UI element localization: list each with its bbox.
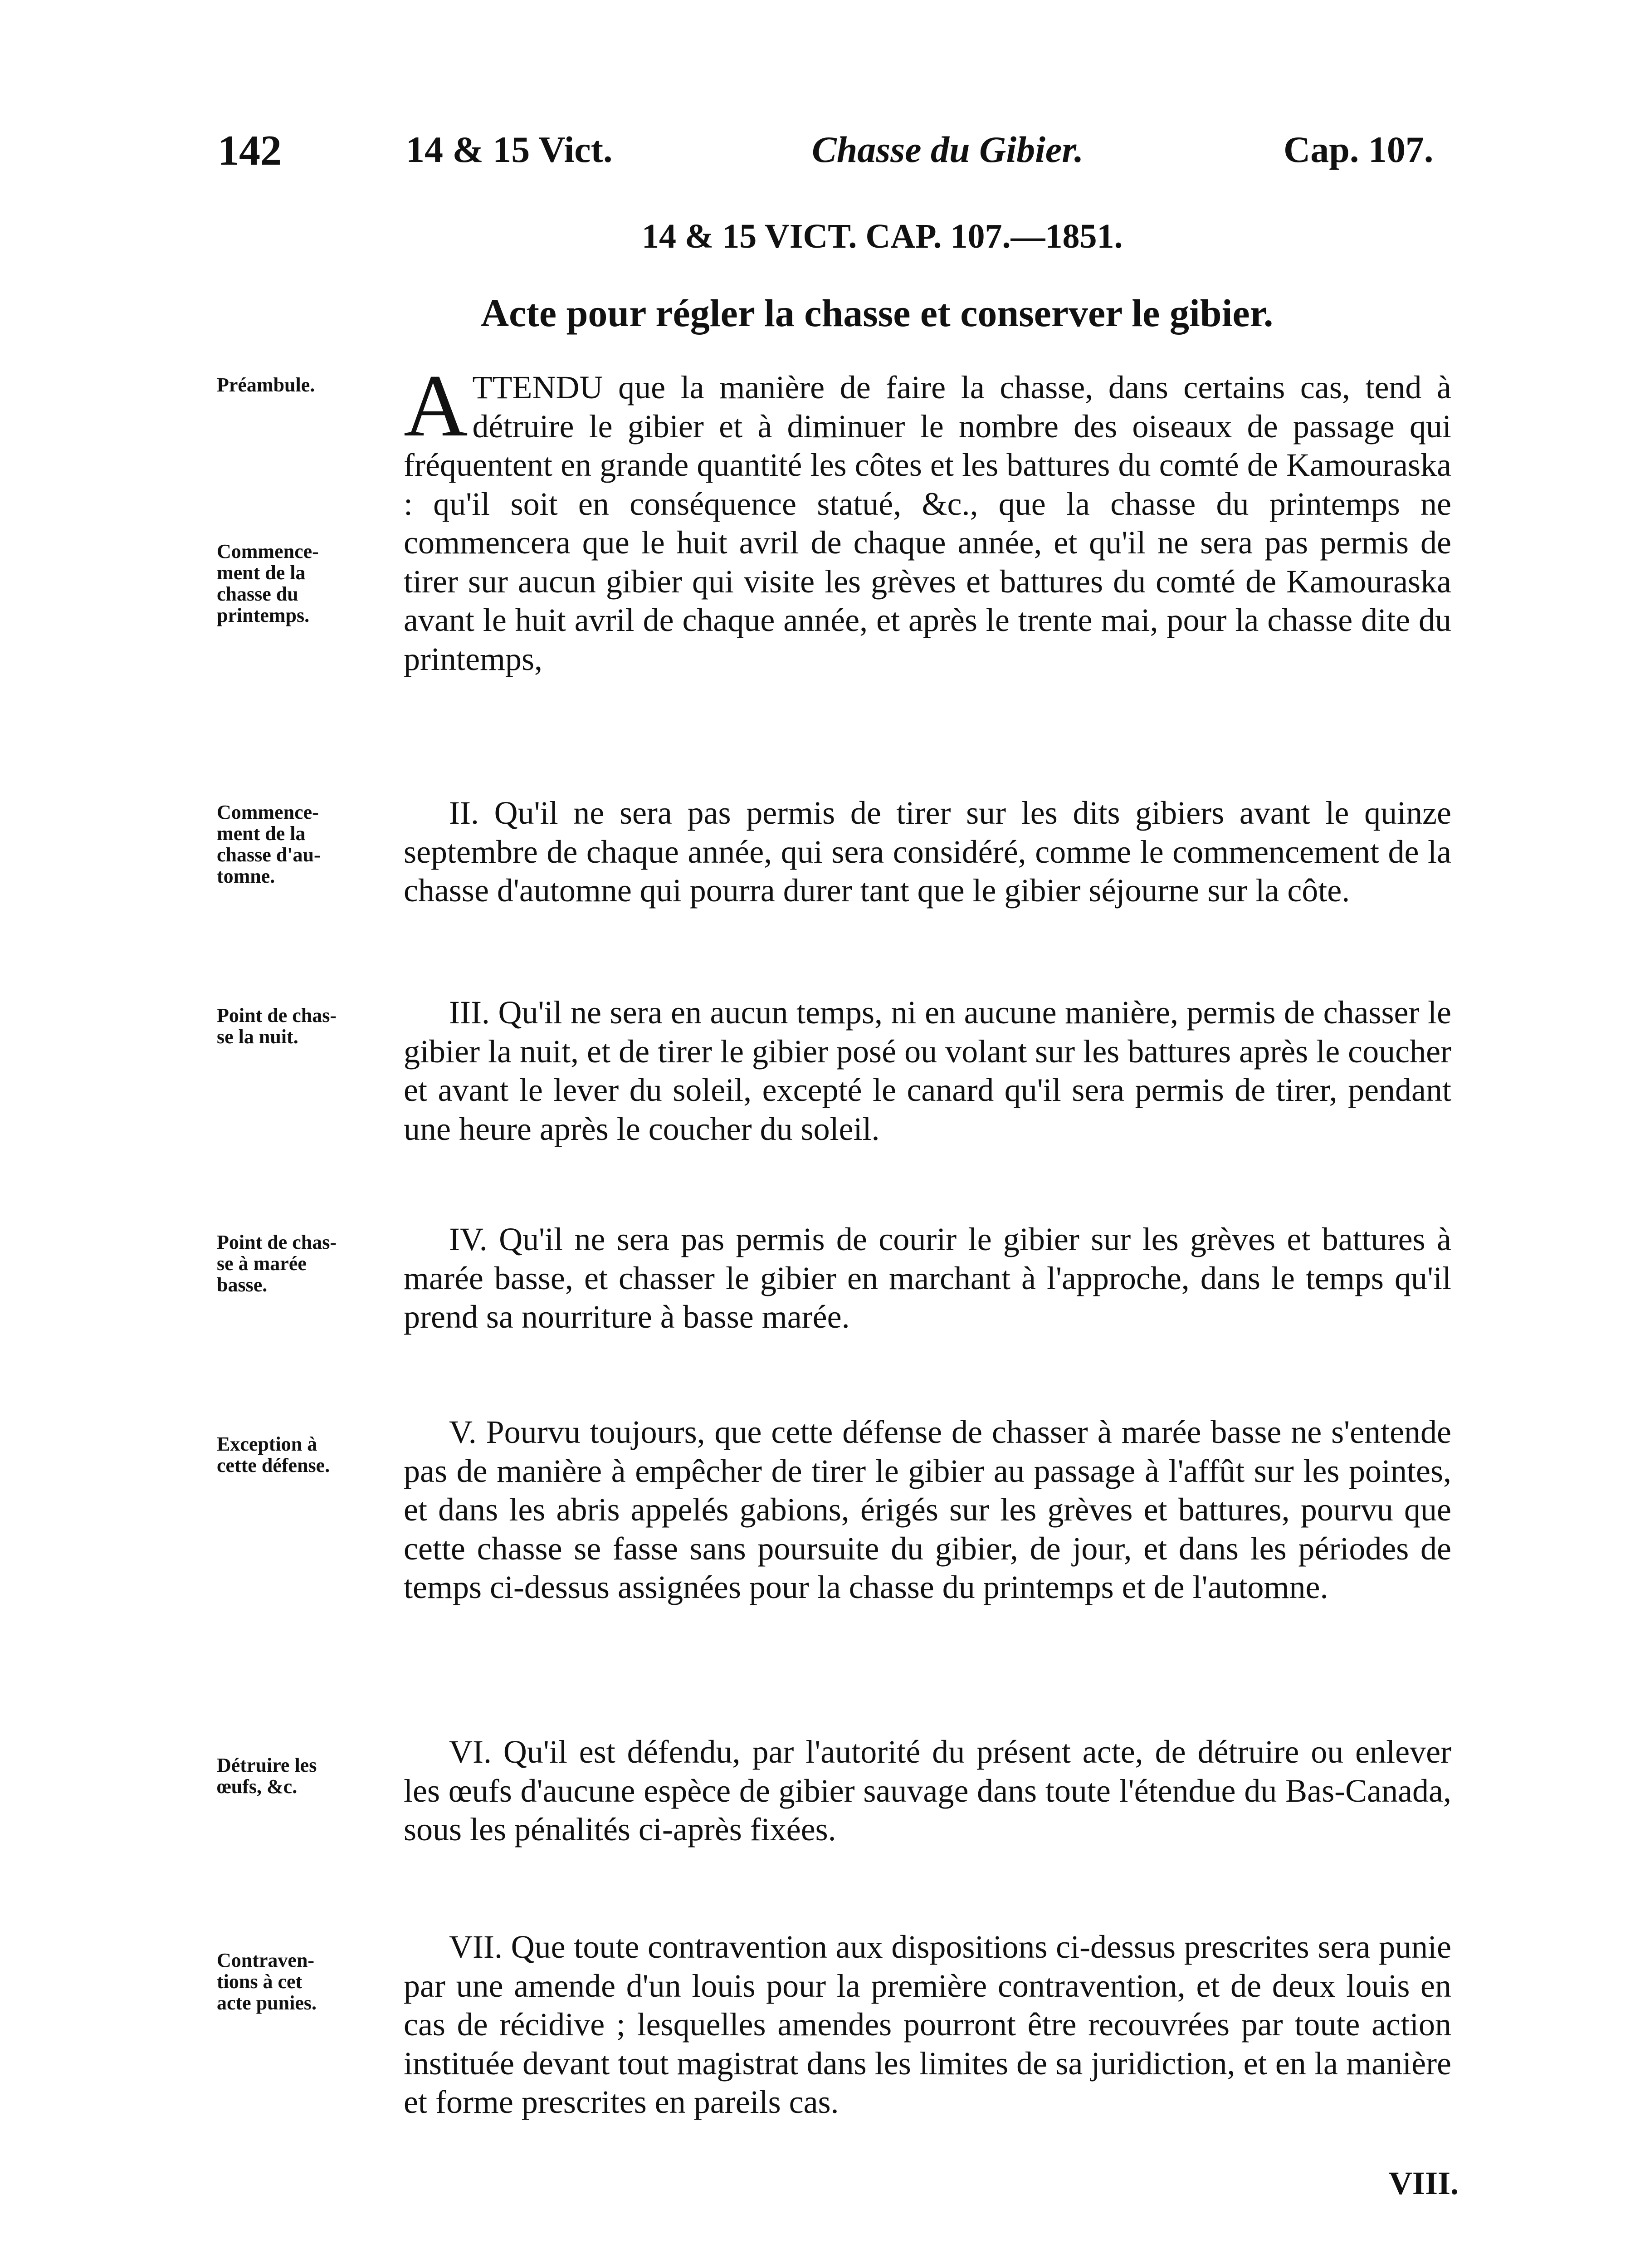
section-vi-paragraph: VI. Qu'il est défendu, par l'autorité du présent acte, de détruire ou enlever les œufs d'aucune espèce de gibier sauvage dans toute l'étendue du Bas-Canada, sous les pénalités ci-après fixées. — [404, 1734, 1451, 1848]
margin-note-contraventions: Contraven- tions à cet acte punies. — [217, 1949, 317, 2014]
margin-note-maree-basse: Point de chas- se à marée basse. — [217, 1231, 337, 1296]
running-head-left: 14 & 15 Vict. — [406, 129, 613, 170]
margin-note-exception: Exception à cette défense. — [217, 1433, 330, 1476]
section-iii-paragraph: III. Qu'il ne sera en aucun temps, ni en aucune manière, permis de chasser le gibier la nuit, et de tirer le gibier posé ou volant sur les battures après le coucher et avant le lever du soleil, excepté le canard qu'il sera permis de tirer, pendant une heure après le coucher du soleil. — [404, 994, 1451, 1147]
act-subtitle: Acte pour régler la chasse et conserver le gibier. — [481, 291, 1274, 335]
catch-word: VIII. — [1388, 2165, 1459, 2201]
margin-note-oeufs: Détruire les œufs, &c. — [217, 1754, 317, 1798]
margin-note-preambule: Préambule. — [217, 374, 315, 396]
margin-note-printemps: Commence- ment de la chasse du printemps. — [217, 540, 319, 626]
margin-note-nuit: Point de chas- se la nuit. — [217, 1004, 337, 1048]
section-v-paragraph: V. Pourvu toujours, que cette défense de chasser à marée basse ne s'entende pas de manière à empêcher de tirer le gibier au passage à l'affût sur les pointes, et dans les abris appelés gabions, érigés sur les grèves et battures, pourvu que cette chasse se fasse sans poursuite du gibier, de jour, et dans les périodes de temps ci-dessus assignées pour la chasse du printemps et de l'automne. — [404, 1414, 1451, 1605]
running-head-center: Chasse du Gibier. — [812, 129, 1084, 170]
act-title: 14 & 15 VICT. CAP. 107.—1851. — [642, 217, 1123, 255]
preamble-paragraph: ATTENDU que la manière de faire la chasse, dans certains cas, tend à détruire le gibier et à diminuer le nombre des oiseaux de passage qui fréquentent en grande quantité les côtes et les battures du comté de Kamouraska : qu'il soit en conséquence statué, &c., que la chasse du printemps ne commencera que le huit avril de chaque année, et qu'il ne sera pas permis de tirer sur aucun gibier qui visite les grèves et battures du comté de Kamouraska avant le huit avril de chaque année, et après le trente mai, pour la chasse dite du printemps, — [404, 357, 1451, 677]
section-vii-paragraph: VII. Que toute contravention aux dispositions ci-dessus prescrites sera punie par une amende d'un louis pour la première contravention, et de deux louis en cas de récidive ; lesquelles amendes pourront être recouvrées par toute action instituée devant tout magistrat dans les limites de sa juridiction, et en la manière et forme prescrites en pareils cas. — [404, 1929, 1451, 2120]
section-ii-paragraph: II. Qu'il ne sera pas permis de tirer sur les dits gibiers avant le quinze septembre de chaque année, qui sera considéré, comme le commencement de la chasse d'automne qui pourra durer tant que le gibier séjourne sur la côte. — [404, 795, 1451, 909]
margin-note-automne: Commence- ment de la chasse d'au- tomne. — [217, 801, 321, 887]
page-number: 142 — [218, 127, 282, 174]
running-head-right: Cap. 107. — [1284, 129, 1434, 170]
section-iv-paragraph: IV. Qu'il ne sera pas permis de courir le gibier sur les grèves et battures à marée basse, et chasser le gibier en marchant à l'approche, dans le temps qu'il prend sa nourriture à basse marée. — [404, 1221, 1451, 1335]
